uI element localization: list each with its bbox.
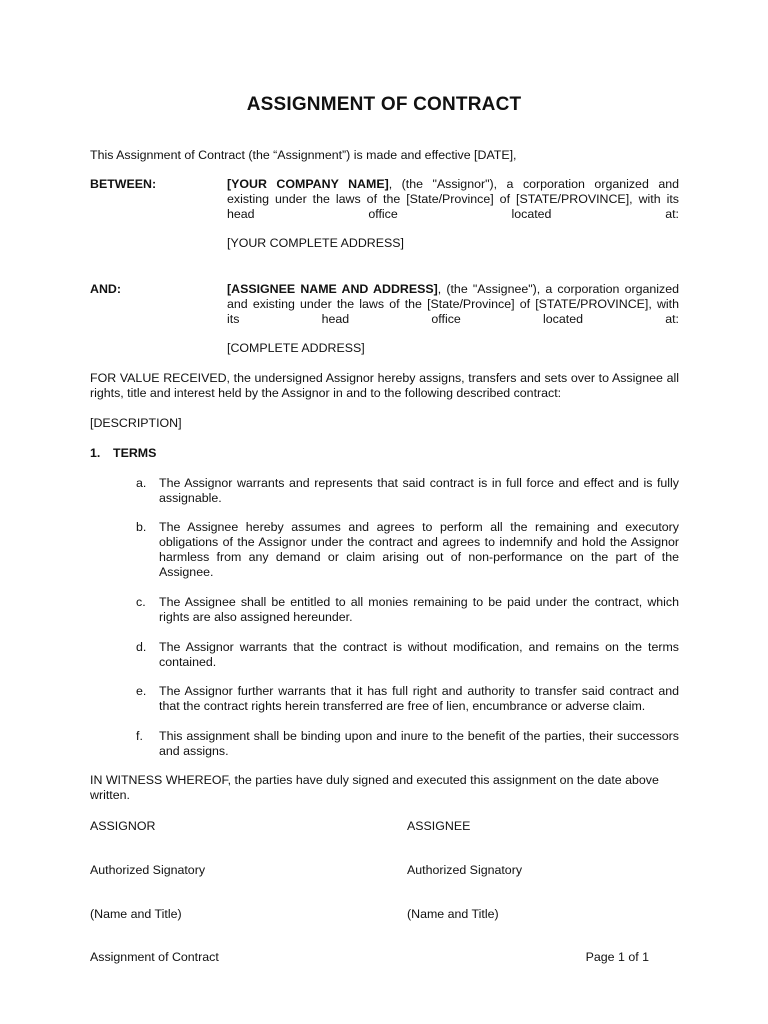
assignor-address-placeholder: [YOUR COMPLETE ADDRESS] [227, 236, 404, 250]
footer-document-name: Assignment of Contract [90, 950, 219, 964]
term-text: The Assignee hereby assumes and agrees to perform all the remaining and executory obligations of the Assignor under the contract and agrees to indemnify and hold the Assignor harmless from any demand or claim arising out of non-performance on the part of the Assignee. [159, 520, 679, 579]
assignee-heading: ASSIGNEE [407, 819, 471, 833]
term-text: The Assignee shall be entitled to all monies remaining to be paid under the contract, which rights are also assigned hereunder. [159, 595, 679, 624]
term-letter: c. [136, 595, 146, 609]
section-1-heading [90, 446, 156, 461]
assignor-line-2: existing under the laws of the [State/Province] of [STATE/PROVINCE], with its [227, 192, 679, 206]
assignee-line-1 [227, 282, 679, 297]
assignor-line-3: head office located at: [227, 207, 679, 221]
document-title: ASSIGNMENT OF CONTRACT [246, 94, 522, 115]
section-number: 1. [90, 446, 101, 460]
term-letter: f. [136, 729, 143, 743]
term-text: The Assignor warrants that the contract is without modification, and remains on the terms contained. [159, 640, 679, 669]
assignee-line-1-rest: , (the "Assignee"), a corporation organized [437, 282, 679, 296]
section-title: TERMS [113, 446, 157, 460]
term-letter: a. [136, 476, 147, 490]
assignee-address-placeholder: [COMPLETE ADDRESS] [227, 341, 365, 355]
assignee-line-2: and existing under the laws of the [State/Province] of [STATE/PROVINCE], with [227, 297, 679, 311]
intro-paragraph: This Assignment of Contract (the “Assignment”) is made and effective [DATE], [90, 148, 517, 162]
footer-page-number: Page 1 of 1 [585, 950, 649, 964]
term-letter: d. [136, 640, 147, 654]
assignor-signatory-line: Authorized Signatory [90, 863, 206, 877]
assignee-signatory-line: Authorized Signatory [407, 863, 523, 877]
assignor-heading: ASSIGNOR [90, 819, 156, 833]
for-value-paragraph: FOR VALUE RECEIVED, the undersigned Assignor hereby assigns, transfers and sets over to Assignee all rights, title and interest held by the Assignor in and to the following described contract: [90, 371, 679, 400]
assignor-name-placeholder: [YOUR COMPANY NAME] [227, 177, 389, 191]
assignor-line-1 [227, 177, 679, 192]
and-label: AND: [90, 282, 121, 296]
assignor-line-1-rest: , (the "Assignor"), a corporation organized and [388, 177, 680, 191]
term-text: The Assignor further warrants that it has full right and authority to transfer said contract and that the contract rights herein transferred are free of lien, encumbrance or adverse claim. [159, 684, 679, 713]
assignee-name-title: (Name and Title) [407, 907, 499, 921]
witness-paragraph: IN WITNESS WHEREOF, the parties have duly signed and executed this assignment on the date above written. [90, 773, 659, 802]
between-label: BETWEEN: [90, 177, 157, 191]
assignee-name-placeholder: [ASSIGNEE NAME AND ADDRESS] [227, 282, 438, 296]
assignor-name-title: (Name and Title) [90, 907, 182, 921]
assignee-party-block [227, 282, 679, 356]
assignor-party-block [227, 177, 679, 251]
term-letter: e. [136, 684, 147, 698]
term-text: The Assignor warrants and represents that said contract is in full force and effect and is fully assignable. [159, 476, 679, 505]
description-placeholder: [DESCRIPTION] [90, 416, 182, 430]
term-text: This assignment shall be binding upon and inure to the benefit of the parties, their successors and assigns. [159, 729, 679, 758]
term-letter: b. [136, 520, 147, 534]
assignee-line-3: its head office located at: [227, 312, 679, 326]
